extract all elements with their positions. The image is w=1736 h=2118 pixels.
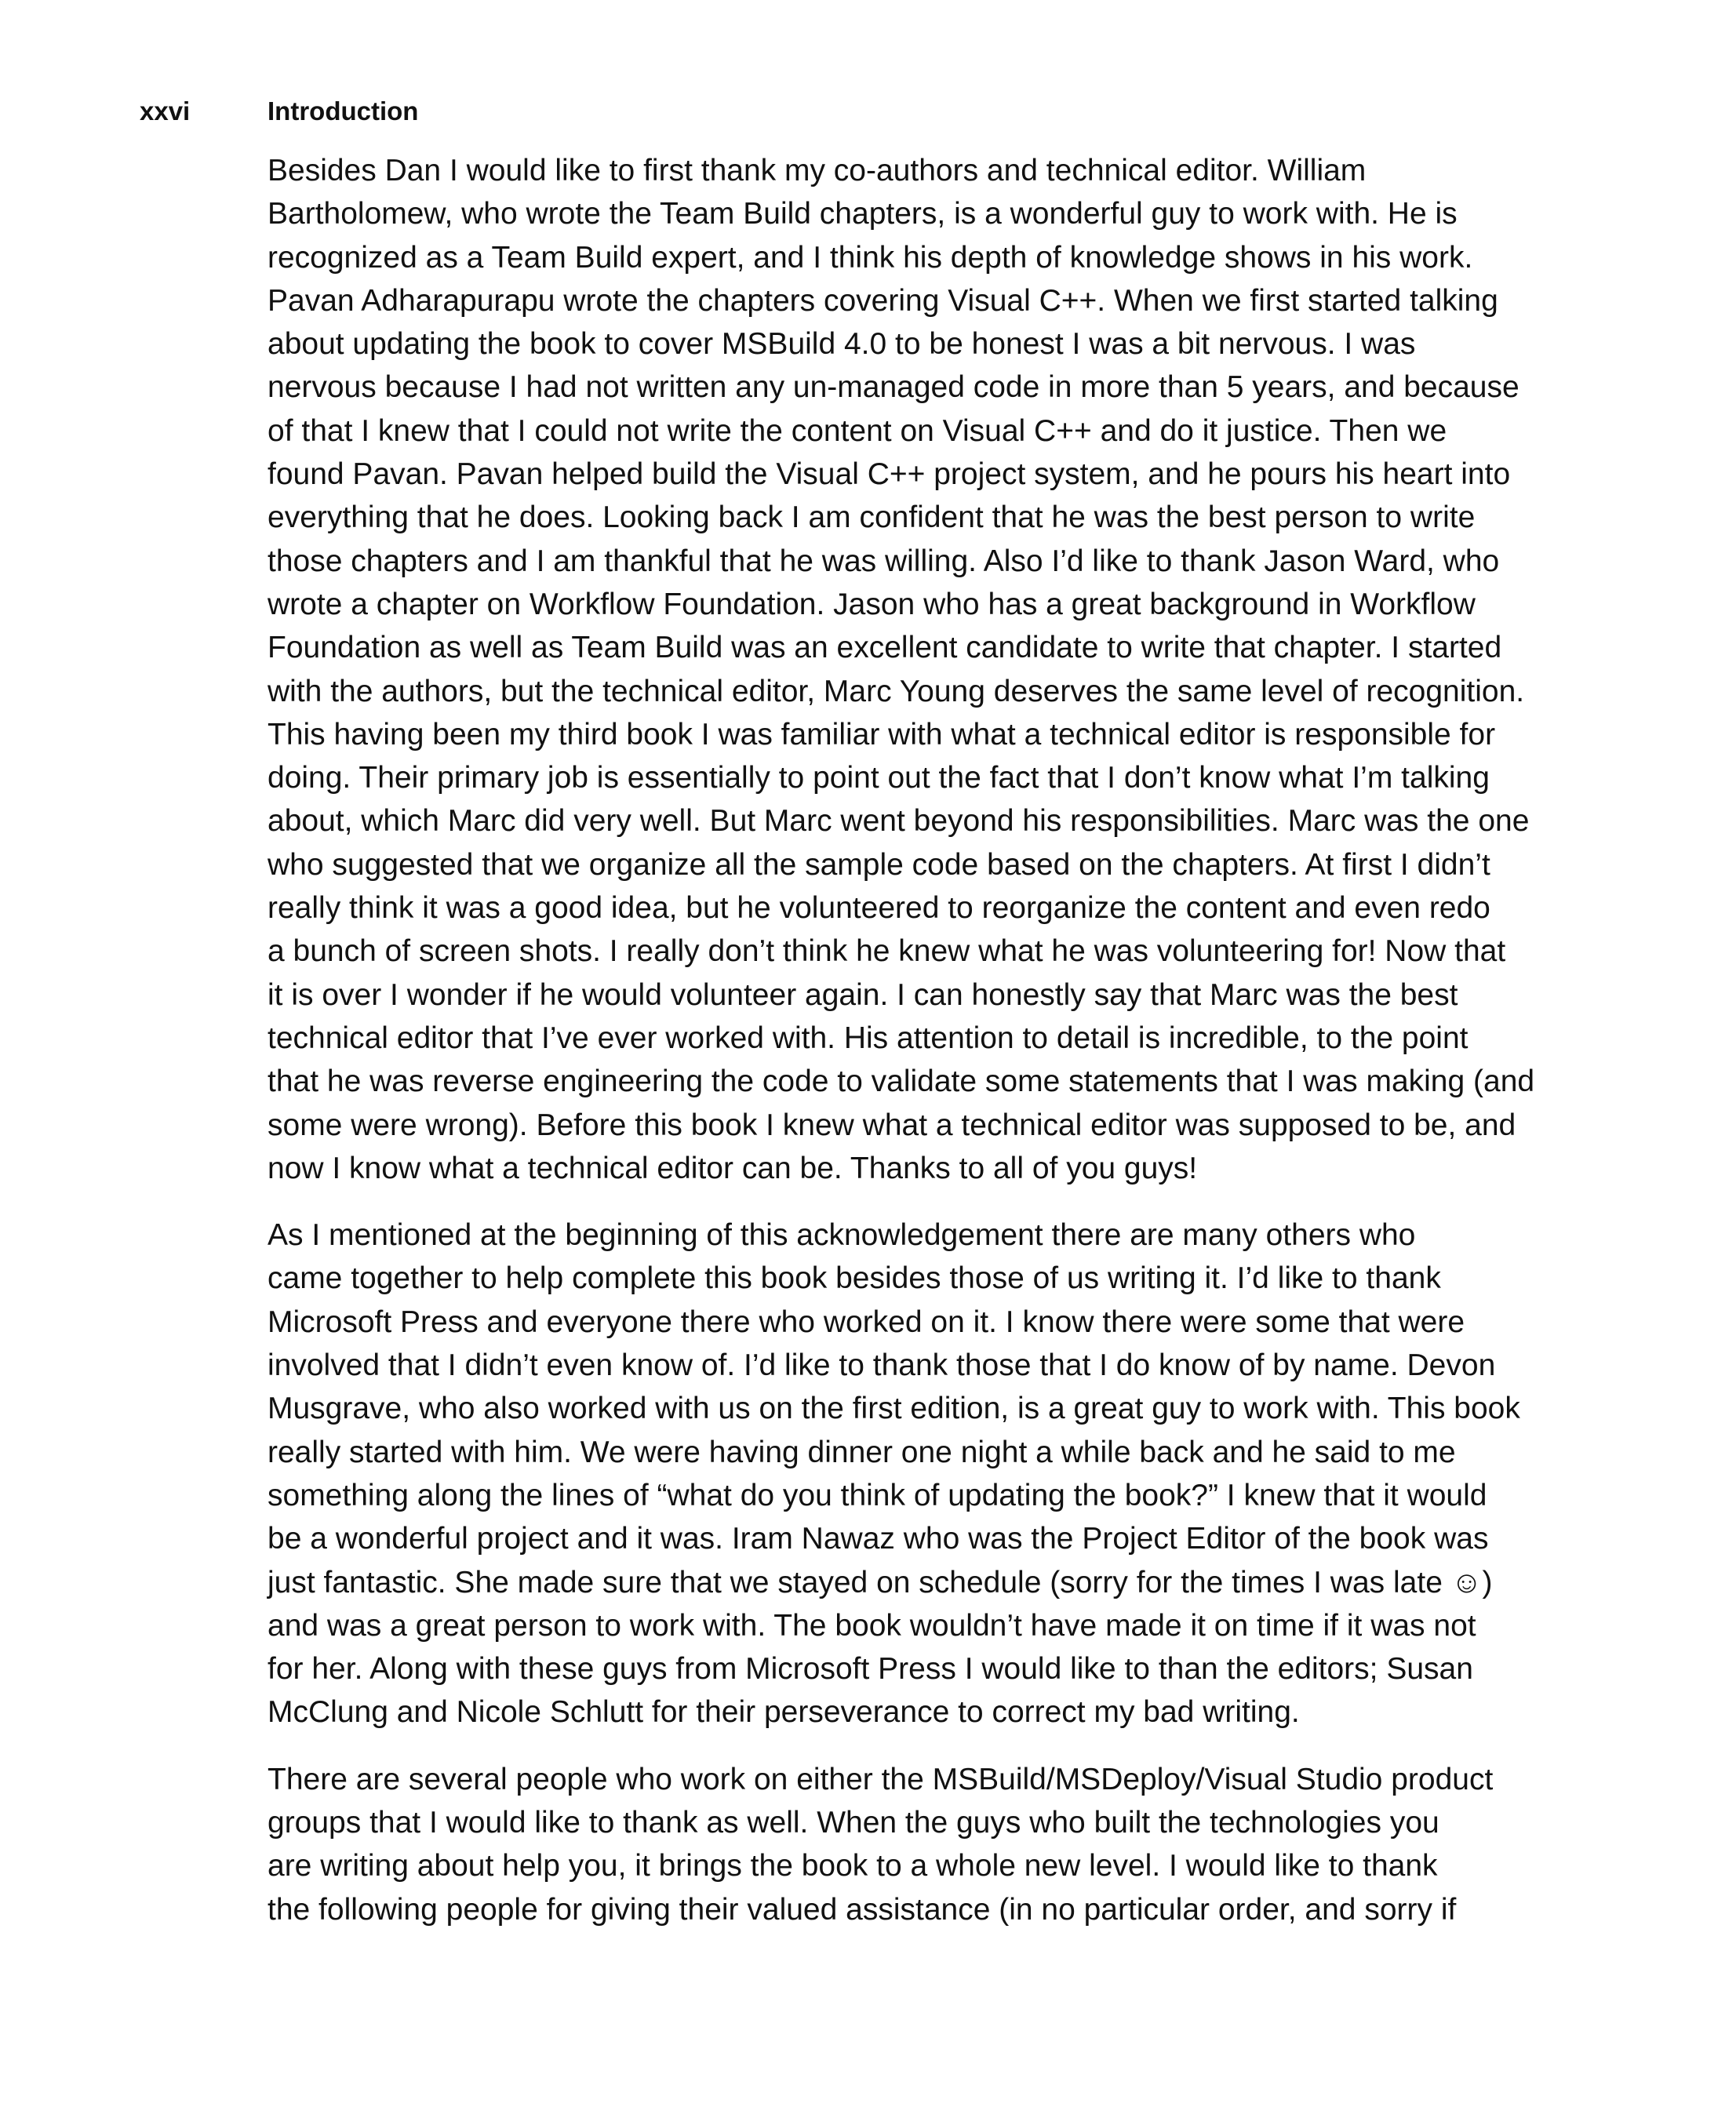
- text-line: it is over I wonder if he would volunteer again. I can honestly say that Marc was the best: [267, 977, 1458, 1012]
- text-line: and was a great person to work with. The book wouldn’t have made it on time if it was not: [267, 1608, 1476, 1643]
- text-line: with the authors, but the technical editor, Marc Young deserves the same level of recognition.: [267, 674, 1525, 708]
- text-line: of that I knew that I could not write the content on Visual C++ and do it justice. Then we: [267, 413, 1447, 448]
- text-line: As I mentioned at the beginning of this acknowledgement there are many others who: [267, 1218, 1416, 1253]
- text-line: Foundation as well as Team Build was an excellent candidate to write that chapter. I started: [267, 631, 1502, 665]
- text-line: nervous because I had not written any un-managed code in more than 5 years, and because: [267, 370, 1519, 405]
- text-line: the following people for giving their valued assistance (in no particular order, and sorry if: [267, 1892, 1457, 1927]
- text-line: be a wonderful project and it was. Iram Nawaz who was the Project Editor of the book was: [267, 1522, 1489, 1556]
- text-line: now I know what a technical editor can be. Thanks to all of you guys!: [267, 1151, 1198, 1185]
- body-text: [267, 149, 1554, 1955]
- text-line: wrote a chapter on Workflow Foundation. Jason who has a great background in Workflow: [267, 587, 1476, 621]
- text-line: came together to help complete this book besides those of us writing it. I’d like to thank: [267, 1261, 1441, 1296]
- text-line: Pavan Adharapurapu wrote the chapters covering Visual C++. When we first started talking: [267, 283, 1498, 318]
- text-line: found Pavan. Pavan helped build the Visual C++ project system, and he pours his heart into: [267, 457, 1511, 492]
- text-line: everything that he does. Looking back I am confident that he was the best person to write: [267, 500, 1476, 535]
- text-line: There are several people who work on either the MSBuild/MSDeploy/Visual Studio product: [267, 1762, 1494, 1796]
- paragraph: [267, 149, 1554, 1190]
- text-line: groups that I would like to thank as well. When the guys who built the technologies you: [267, 1805, 1439, 1840]
- text-line: Microsoft Press and everyone there who worked on it. I know there were some that were: [267, 1305, 1465, 1339]
- text-line: recognized as a Team Build expert, and I think his depth of knowledge shows in his work.: [267, 240, 1473, 275]
- text-line: really started with him. We were having dinner one night a while back and he said to me: [267, 1435, 1456, 1469]
- text-line: Musgrave, who also worked with us on the first edition, is a great guy to work with. This book: [267, 1392, 1520, 1426]
- text-line: really think it was a good idea, but he volunteered to reorganize the content and even redo: [267, 891, 1490, 926]
- text-line: a bunch of screen shots. I really don’t think he knew what he was volunteering for! Now that: [267, 934, 1506, 969]
- text-line: This having been my third book I was familiar with what a technical editor is responsible for: [267, 717, 1496, 751]
- text-line: about updating the book to cover MSBuild 4.0 to be honest I was a bit nervous. I was: [267, 327, 1416, 362]
- text-line: who suggested that we organize all the sample code based on the chapters. At first I didn’t: [267, 847, 1490, 882]
- text-line: involved that I didn’t even know of. I’d like to thank those that I do know of by name. Devon: [267, 1348, 1496, 1383]
- text-line: that he was reverse engineering the code to validate some statements that I was making (and: [267, 1064, 1535, 1099]
- paragraph: [267, 1214, 1554, 1734]
- text-line: about, which Marc did very well. But Marc went beyond his responsibilities. Marc was the one: [267, 804, 1530, 839]
- text-line: Bartholomew, who wrote the Team Build chapters, is a wonderful guy to work with. He is: [267, 197, 1458, 231]
- paragraph: [267, 1758, 1554, 1931]
- text-line: are writing about help you, it brings the book to a whole new level. I would like to thank: [267, 1849, 1438, 1883]
- text-line: something along the lines of “what do you think of updating the book?” I knew that it would: [267, 1478, 1487, 1512]
- text-line: doing. Their primary job is essentially to point out the fact that I don’t know what I’m talking: [267, 761, 1490, 795]
- text-line: just fantastic. She made sure that we stayed on schedule (sorry for the times I was late ☺): [267, 1565, 1493, 1599]
- text-line: for her. Along with these guys from Microsoft Press I would like to than the editors; Susan: [267, 1652, 1473, 1687]
- text-line: McClung and Nicole Schlutt for their perseverance to correct my bad writing.: [267, 1695, 1300, 1730]
- section-title: Introduction: [267, 96, 419, 126]
- page-number: xxvi: [140, 96, 191, 126]
- text-line: some were wrong). Before this book I knew what a technical editor was supposed to be, and: [267, 1108, 1516, 1142]
- running-header: [140, 93, 1552, 130]
- text-line: Besides Dan I would like to first thank my co-authors and technical editor. William: [267, 154, 1367, 187]
- text-line: those chapters and I am thankful that he was willing. Also I’d like to thank Jason Ward, who: [267, 544, 1500, 578]
- text-line: technical editor that I’ve ever worked with. His attention to detail is incredible, to the point: [267, 1021, 1469, 1055]
